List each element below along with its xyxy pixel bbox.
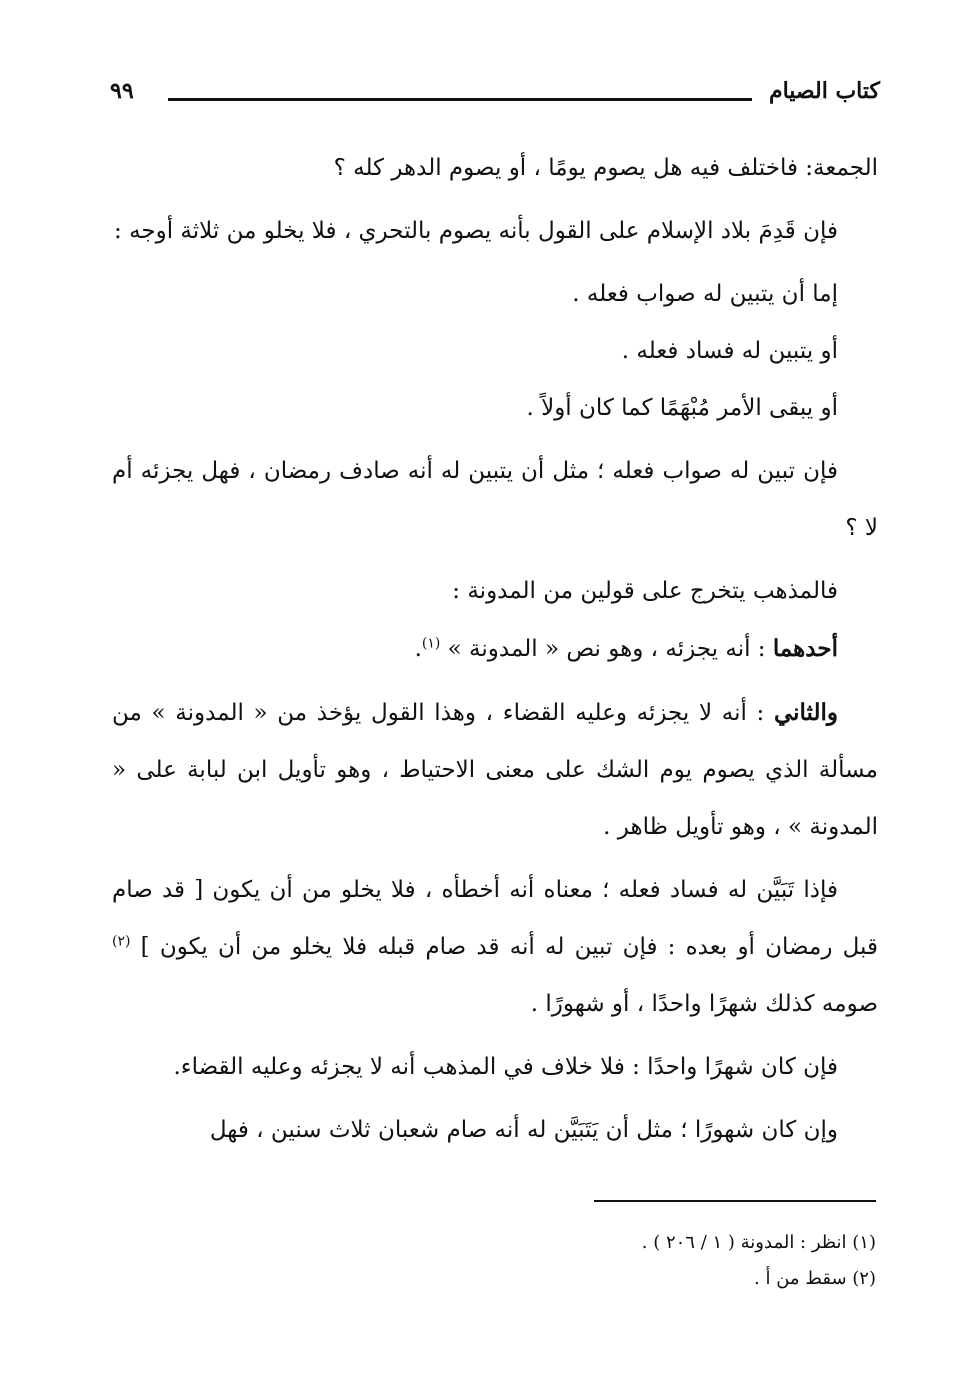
paragraph: [112, 862, 878, 1033]
footnote-ref: (١): [421, 635, 441, 652]
paragraph: فإن تبين له صواب فعله ؛ مثل أن يتبين له أنه صادف رمضان ، فهل يجزئه أم لا ؟: [112, 458, 878, 541]
paragraph-text: : أنه يجزئه ، وهو نص « المدونة »: [440, 636, 773, 662]
paragraph: أو يتبين له فساد فعله .: [621, 338, 838, 364]
paragraph-text: : أنه لا يجزئه وعليه القضاء ، وهذا القول يؤخذ من « المدونة » من مسألة الذي يصوم يوم الشك على معنى الاحتياط ، وهو تأويل ابن لبابة على « المدونة » ، وهو تأويل ظاهر .: [112, 700, 878, 840]
page-header: [110, 78, 880, 118]
footnotes: [176, 1225, 876, 1297]
footnote-ref: (٢): [112, 933, 131, 950]
paragraph: [112, 684, 878, 856]
paragraph-lead: أحدهما: [772, 635, 838, 662]
paragraph-tail: صومه كذلك شهرًا واحدًا ، أو شهورًا .: [530, 991, 878, 1017]
paragraph: فإن كان شهرًا واحدًا : فلا خلاف في المذهب أنه لا يجزئه وعليه القضاء.: [173, 1054, 838, 1080]
footnote-rule: [594, 1200, 876, 1202]
paragraph: الجمعة: فاختلف فيه هل يصوم يومًا ، أو يصوم الدهر كله ؟: [333, 155, 878, 181]
paragraph: [112, 620, 878, 678]
paragraph: فإن قَدِمَ بلاد الإسلام على القول بأنه يصوم بالتحري ، فلا يخلو من ثلاثة أوجه :: [114, 218, 838, 244]
paragraph: أو يبقى الأمر مُبْهَمًا كما كان أولاً .: [526, 395, 838, 421]
paragraph-lead: والثاني: [773, 699, 838, 726]
paragraph: إما أن يتبين له صواب فعله .: [572, 281, 838, 307]
paragraph: وإن كان شهورًا ؛ مثل أن يَتَبَيَّن له أنه صام شعبان ثلاث سنين ، فهل: [209, 1117, 838, 1143]
footnote: (٢) سقط من أ .: [754, 1268, 876, 1289]
paragraph: فالمذهب يتخرج على قولين من المدونة :: [452, 578, 838, 604]
paragraph-tail: .: [414, 636, 422, 662]
header-rule: [168, 98, 752, 101]
footnote: (١) انظر : المدونة ( ١ / ٢٠٦ ) .: [641, 1232, 876, 1253]
body-text: [112, 140, 878, 1159]
page-number: ٩٩: [110, 78, 134, 104]
chapter-title: كتاب الصيام: [768, 78, 880, 104]
paragraph-text: فإذا تَبَيَّن له فساد فعله ؛ معناه أنه أخطأه ، فلا يخلو من أن يكون [ قد صام قبل رمضان أو بعده : فإن تبين له أنه قد صام قبله فلا يخلو من أن يكون ]: [112, 877, 878, 960]
